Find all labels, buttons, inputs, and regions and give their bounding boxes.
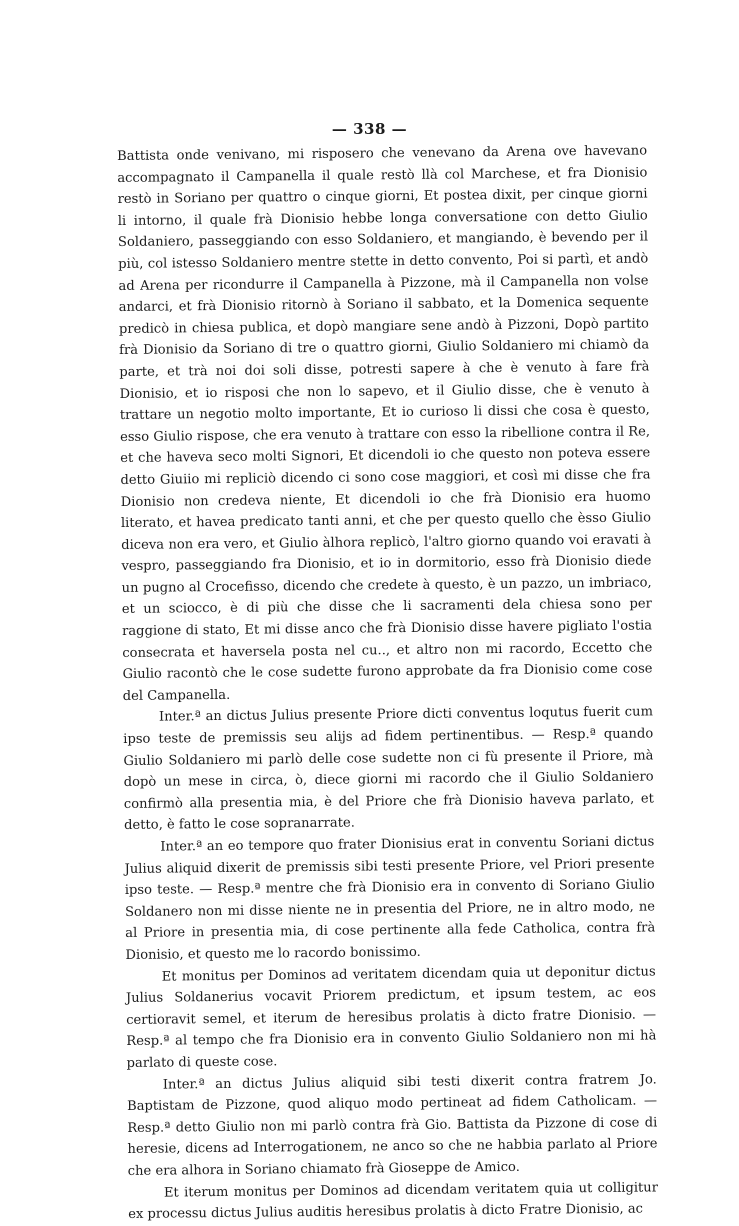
paragraph-3: Inter.ª an eo tempore quo frater Dionisius erat in conventu Soriani dictus Julius aliquid dixerit de premissis sibi testi presente Priore, vel Priori presente ipso teste. — Resp.ª mentre che frà Dionisio era in convento di Soriano Giulio Soldanero non mi disse niente ne in presentia del Priore, ne in altro modo, ne al Priore in presentia mia, di cose pertinente alla fede Catholica, contra frà Dionisio, et questo me lo racordo bonissimo. <box>124 834 656 963</box>
paragraph-4: Et monitus per Dominos ad veritatem dicendam quia ut deponitur dictus Julius Soldanerius vocavit Priorem predictum, et ipsum testem, ac eos certioravit semel, et iterum de heresibus prolatis à dicto fratre Dionisio. — Resp.ª al tempo che fra Dionisio era in convento Giulio Soldaniero non mi hà parlato di queste cose. <box>125 963 657 1071</box>
paragraph-1: Battista onde venivano, mi risposero che venevano da Arena ove havevano accompagnato il Campanella il quale restò llà col Marchese, et fra Dionisio restò in Soriano per quattro o cinque giorni, Et postea dixit, per cinque giorni li intorno, il quale frà Dionisio hebbe longa conversatione con detto Giulio Soldaniero, passeggiando con esso Soldaniero, et mangiando, è bevendo per il più, col istesso Soldaniero mentre stette in detto convento, Poi si partì, et andò ad Arena per ricondurre il Campanella à Pizzone, mà il Campanella non volse andarci, et frà Dionisio ritornò à Soriano il sabbato, et la Domenica sequente predicò in chiesa publica, et dopò mangiare sene andò à Pizzoni, Dopò partito frà Dionisio da Soriano di tre o quattro giorni, Giulio Soldaniero mi chiamò da parte, et trà noi doi soli disse, potresti sapere à che è venuto à fare frà Dionisio, et io risposi che non lo sapevo, et il Giulio disse, che è venuto à trattare un negotio molto importante, Et io curioso li dissi che cosa è questo, esso Giulio risposе, che era venuto à trattare con esso la ribellione contra il Re, et che haveva seco molti Signori, Et dicendoli io che questo non poteva essere detto Giuiio mi repliciò dicendo ci sono cose maggiori, et così mi disse che fra Dionisio non credeva niente, Et dicendoli io che frà Dionisio era huomo literato, et havea predicato tanti anni, et che per questo quello che èsso Giulio diceva non era vero, et Giulio àlhora replicò, l'altro giorno quando voi eravati à vespro, passeggiando fra Dionisio, et io in dormitorio, esso frà Dionisio diede un pugno al Crocefisso, dicendo che credete à questo, è un pazzo, un imbriaco, et un sciocco, è di più che disse che li sacramenti dela chiesa sono per raggione di stato, Et mi disse anco che frà Dionisio disse havere pigliato l'ostia consecrata et haversela posta nel cu.., et altro non mi racordo, Eccetto che Giulio racontò che le cose sudette furono approbate da fra Dionisio come cose del Campanella. <box>117 143 653 704</box>
paragraph-2: Inter.ª an dictus Julius presente Priore dicti conventus loqutus fuerit cum ipso teste de premissis seu alijs ad fidem pertinentibus. — Resp.ª quando Giulio Soldaniero mi parlò delle cose sudette non ci fù presente il Priore, mà dopò un mese in circa, ò, diece giorni mi racordo che il Giulio Soldaniero confirmò alla presentia mia, è del Priore che frà Dionisio haveva parlato, et detto, è fatto le cose sopranarrate. <box>123 704 654 834</box>
paragraph-5: Inter.ª an dictus Julius aliquid sibi testi dixerit contra fratrem Jo. Baptistam de Pizzone, quod aliquo modo pertineat ad fidem Catholicam. — Resp.ª detto Giulio non mi parlò contra frà Gio. Battista da Pizzone di cose di heresie, dicens ad Interrogationem, ne anco so che ne habbia parlato al Priore che era alhora in Soriano chiamato frà Gioseppe de Amico. <box>126 1071 658 1179</box>
paragraph-6: Et iterum monitus per Dominos ad dicendam veritatem quia ut colligitur ex processu dictus Julius auditis heresibus prolatis à dicto Fratre Dionisio, ac <box>128 1179 659 1223</box>
body-text <box>117 140 658 1225</box>
page-number: — 338 — <box>331 120 408 138</box>
